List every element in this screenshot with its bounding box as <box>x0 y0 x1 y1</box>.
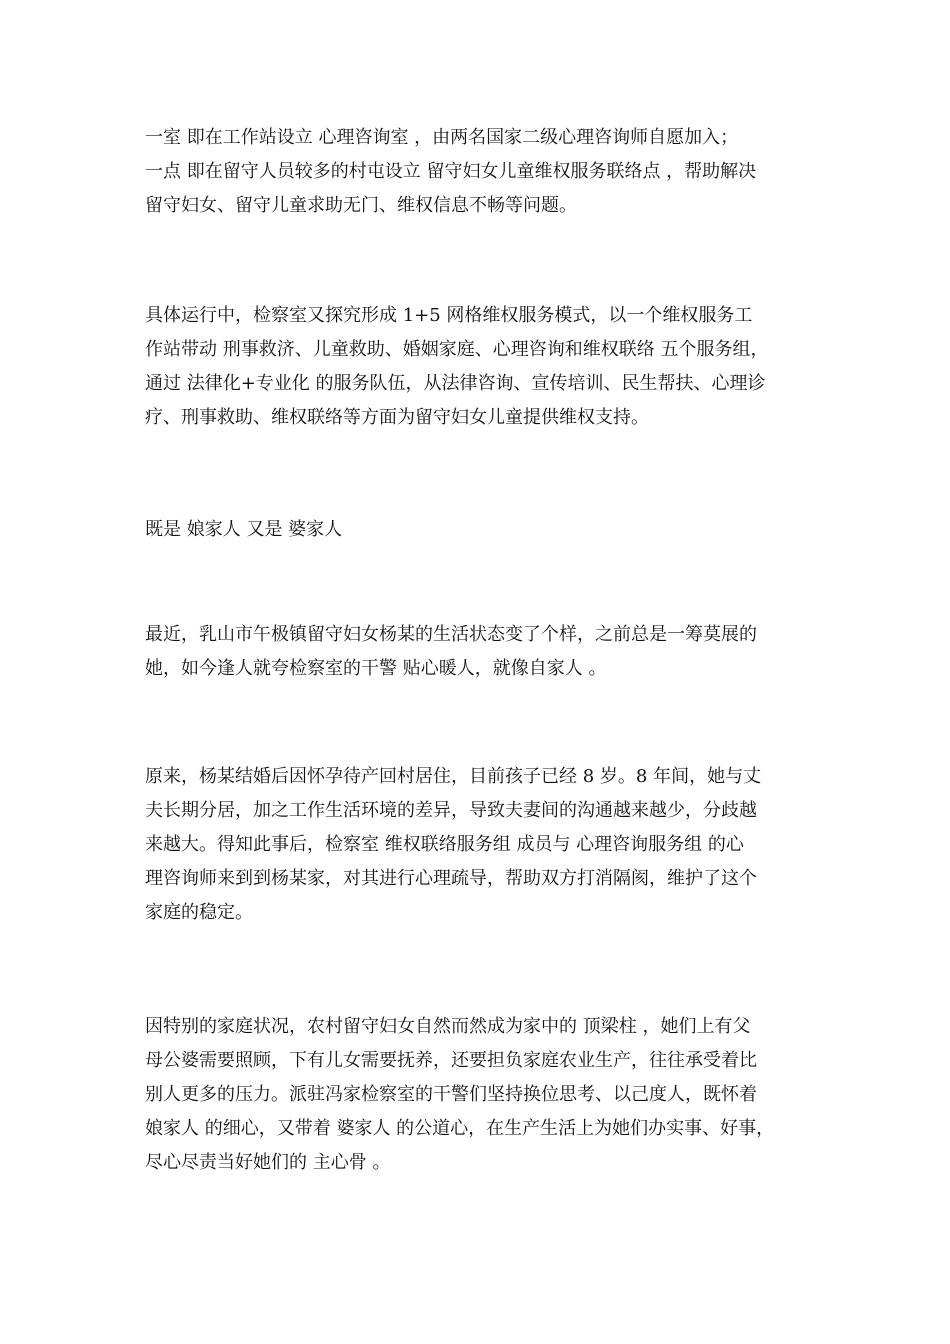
text-line: 最近，乳山市午极镇留守妇女杨某的生活状态变了个样，之前总是一筹莫展的 <box>145 624 757 645</box>
paragraph-5 <box>145 1010 825 1180</box>
paragraph-4 <box>145 760 825 930</box>
paragraph-3 <box>145 618 825 686</box>
text-line: 因特别的家庭状况，农村留守妇女自然而然成为家中的 顶梁柱 ，她们上有父 <box>145 1016 751 1037</box>
text-line: 尽心尽责当好她们的 主心骨 。 <box>145 1152 391 1173</box>
text-line: 夫长期分居，加之工作生活环境的差异，导致夫妻间的沟通越来越少，分歧越 <box>145 800 757 821</box>
text-line: 疗、刑事救助、维权联络等方面为留守妇女儿童提供维权支持。 <box>145 407 649 428</box>
paragraph-1 <box>145 121 825 223</box>
heading-text: 既是 娘家人 又是 婆家人 <box>145 519 343 540</box>
text-line: 家庭的稳定。 <box>145 902 253 923</box>
paragraph-2 <box>145 299 825 435</box>
text-line: 通过 法律化+专业化 的服务队伍，从法律咨询、宣传培训、民生帮扶、心理诊 <box>145 373 766 394</box>
text-line: 来越大。得知此事后，检察室 维权联络服务组 成员与 心理咨询服务组 的心 <box>145 834 744 855</box>
text-line: 一室 即在工作站设立 心理咨询室 ，由两名国家二级心理咨询师自愿加入； <box>145 127 739 148</box>
text-line: 留守妇女、留守儿童求助无门、维权信息不畅等问题。 <box>145 195 577 216</box>
text-line: 原来，杨某结婚后因怀孕待产回村居住，目前孩子已经 8 岁。8 年间，她与丈 <box>145 766 762 787</box>
text-line: 母公婆需要照顾，下有儿女需要抚养，还要担负家庭农业生产，往往承受着比 <box>145 1050 757 1071</box>
text-line: 理咨询师来到到杨某家，对其进行心理疏导，帮助双方打消隔阂，维护了这个 <box>145 868 757 889</box>
text-line: 作站带动 刑事救济、儿童救助、婚姻家庭、心理咨询和维权联络 五个服务组， <box>145 339 769 360</box>
text-line: 具体运行中，检察室又探究形成 1+5 网格维权服务模式，以一个维权服务工 <box>145 305 753 326</box>
text-line: 别人更多的压力。派驻冯家检察室的干警们坚持换位思考、以己度人，既怀着 <box>145 1084 757 1105</box>
section-heading <box>145 513 825 547</box>
text-line: 娘家人 的细心，又带着 婆家人 的公道心，在生产生活上为她们办实事、好事， <box>145 1118 775 1139</box>
text-line: 她，如今逢人就夸检察室的干警 贴心暖人，就像自家人 。 <box>145 658 607 679</box>
text-line: 一点 即在留守人员较多的村屯设立 留守妇女儿童维权服务联络点 ，帮助解决 <box>145 161 757 182</box>
